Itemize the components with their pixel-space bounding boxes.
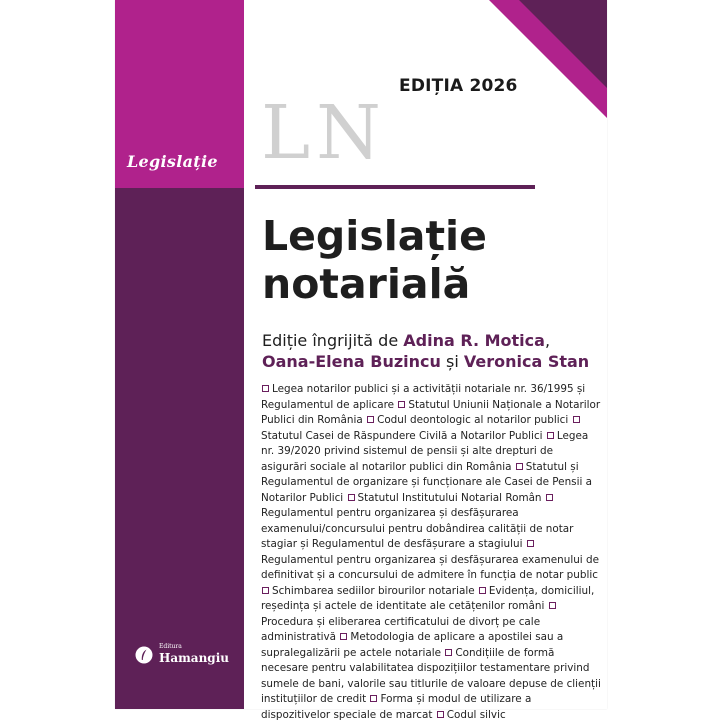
checkbox-bullet-icon: [479, 587, 486, 594]
contents-item-text: Legea notarilor publici și a activității notariale nr. 36/1995 și Regulamentul de aplicare: [261, 383, 586, 411]
contents-item-text: Condițiile de formă necesare pentru valabilitatea dispozițiilor testamentare privind sumele de bani, valorile sau titlurile de valoare depuse de clienții instituțiilor de credit: [261, 646, 601, 705]
contents-item-text: Statutul Institutului Notarial Român: [357, 491, 542, 504]
book-cover: [115, 0, 607, 721]
contents-item-text: Regulamentul pentru organizarea și desfășurarea examenului/concursului pentru dobândirea calității de notar stagiar și Regulamentul de desfășurare a stagiului: [261, 507, 574, 550]
editors-credit: [262, 330, 602, 372]
contents-item-text: Regulamentul pentru organizarea și desfășurarea examenului de definitivat și a concursului de admitere în funcția de notar public: [261, 553, 599, 581]
contents-list: [261, 382, 601, 723]
contents-item-text: Statutul Uniunii Naționale a Notarilor Publici din România: [261, 398, 601, 426]
contents-item: [347, 492, 545, 504]
editors-separator-1: ,: [544, 331, 551, 350]
checkbox-bullet-icon: [547, 432, 554, 439]
contents-item-text: Legea nr. 39/2020 privind sistemul de pensii și alte drepturi de asigurări sociale al notarilor publici din România: [261, 429, 589, 473]
checkbox-bullet-icon: [549, 602, 556, 609]
cover-plum-band: [115, 188, 244, 709]
contents-item-text: Procedura și eliberarea certificatului de divorț pe cale administrativă: [261, 615, 541, 643]
checkbox-bullet-icon: [348, 494, 355, 501]
checkbox-bullet-icon: [546, 494, 553, 501]
series-label: Legislație: [127, 152, 218, 171]
checkbox-bullet-icon: [437, 711, 444, 718]
contents-item-text: Statutul Casei de Răspundere Civilă a Notarilor Publici: [261, 429, 543, 442]
publisher-name: Hamangiu: [159, 651, 229, 665]
publisher-prefix: Editura: [159, 643, 182, 650]
book-title-line-2: notarială: [262, 260, 471, 308]
edition-label: EDIȚIA 2026: [399, 76, 518, 96]
contents-item: [261, 585, 478, 597]
contents-item-text: Codul deontologic al notarilor publici: [377, 414, 569, 426]
contents-item-text: Metodologia de aplicare a apostilei sau a supralegalizării pe actele notariale: [261, 631, 564, 659]
checkbox-bullet-icon: [398, 401, 405, 408]
ln-logo-mark: LN: [261, 90, 387, 176]
corner-triangle-decoration: [489, 0, 607, 118]
editor-name-2: Oana-Elena Buzincu: [262, 352, 441, 371]
contents-item-text: Forma și modul de utilizare a dispozitivelor speciale de marcat: [261, 693, 532, 721]
editors-separator-2: și: [440, 352, 464, 371]
checkbox-bullet-icon: [262, 385, 269, 392]
editor-name-1: Adina R. Motica: [403, 331, 545, 350]
editor-name-3: Veronica Stan: [463, 352, 590, 371]
contents-item-text: Evidența, domiciliul, reședința și actele de identitate ale cetățenilor români: [261, 584, 595, 612]
checkbox-bullet-icon: [445, 649, 452, 656]
quill-icon: [135, 646, 153, 664]
book-title-line-1: Legislație: [262, 212, 487, 260]
checkbox-bullet-icon: [527, 540, 534, 547]
publisher-logo: [135, 639, 235, 673]
checkbox-bullet-icon: [573, 416, 580, 423]
contents-item-text: Codul silvic: [446, 708, 506, 721]
checkbox-bullet-icon: [370, 695, 377, 702]
checkbox-bullet-icon: [340, 633, 347, 640]
checkbox-bullet-icon: [516, 463, 523, 470]
checkbox-bullet-icon: [367, 416, 374, 423]
contents-item: [366, 414, 571, 426]
contents-item-text: Statutul și Regulamentul de organizare și funcționare ale Casei de Pensii a Notarilor Publici: [261, 460, 593, 504]
checkbox-bullet-icon: [262, 587, 269, 594]
contents-item-text: Schimbarea sediilor birourilor notariale: [272, 584, 475, 597]
editors-prefix: Ediție îngrijită de: [262, 331, 404, 350]
book-title: [262, 212, 592, 308]
contents-item: [436, 709, 506, 721]
title-divider: [255, 185, 535, 189]
